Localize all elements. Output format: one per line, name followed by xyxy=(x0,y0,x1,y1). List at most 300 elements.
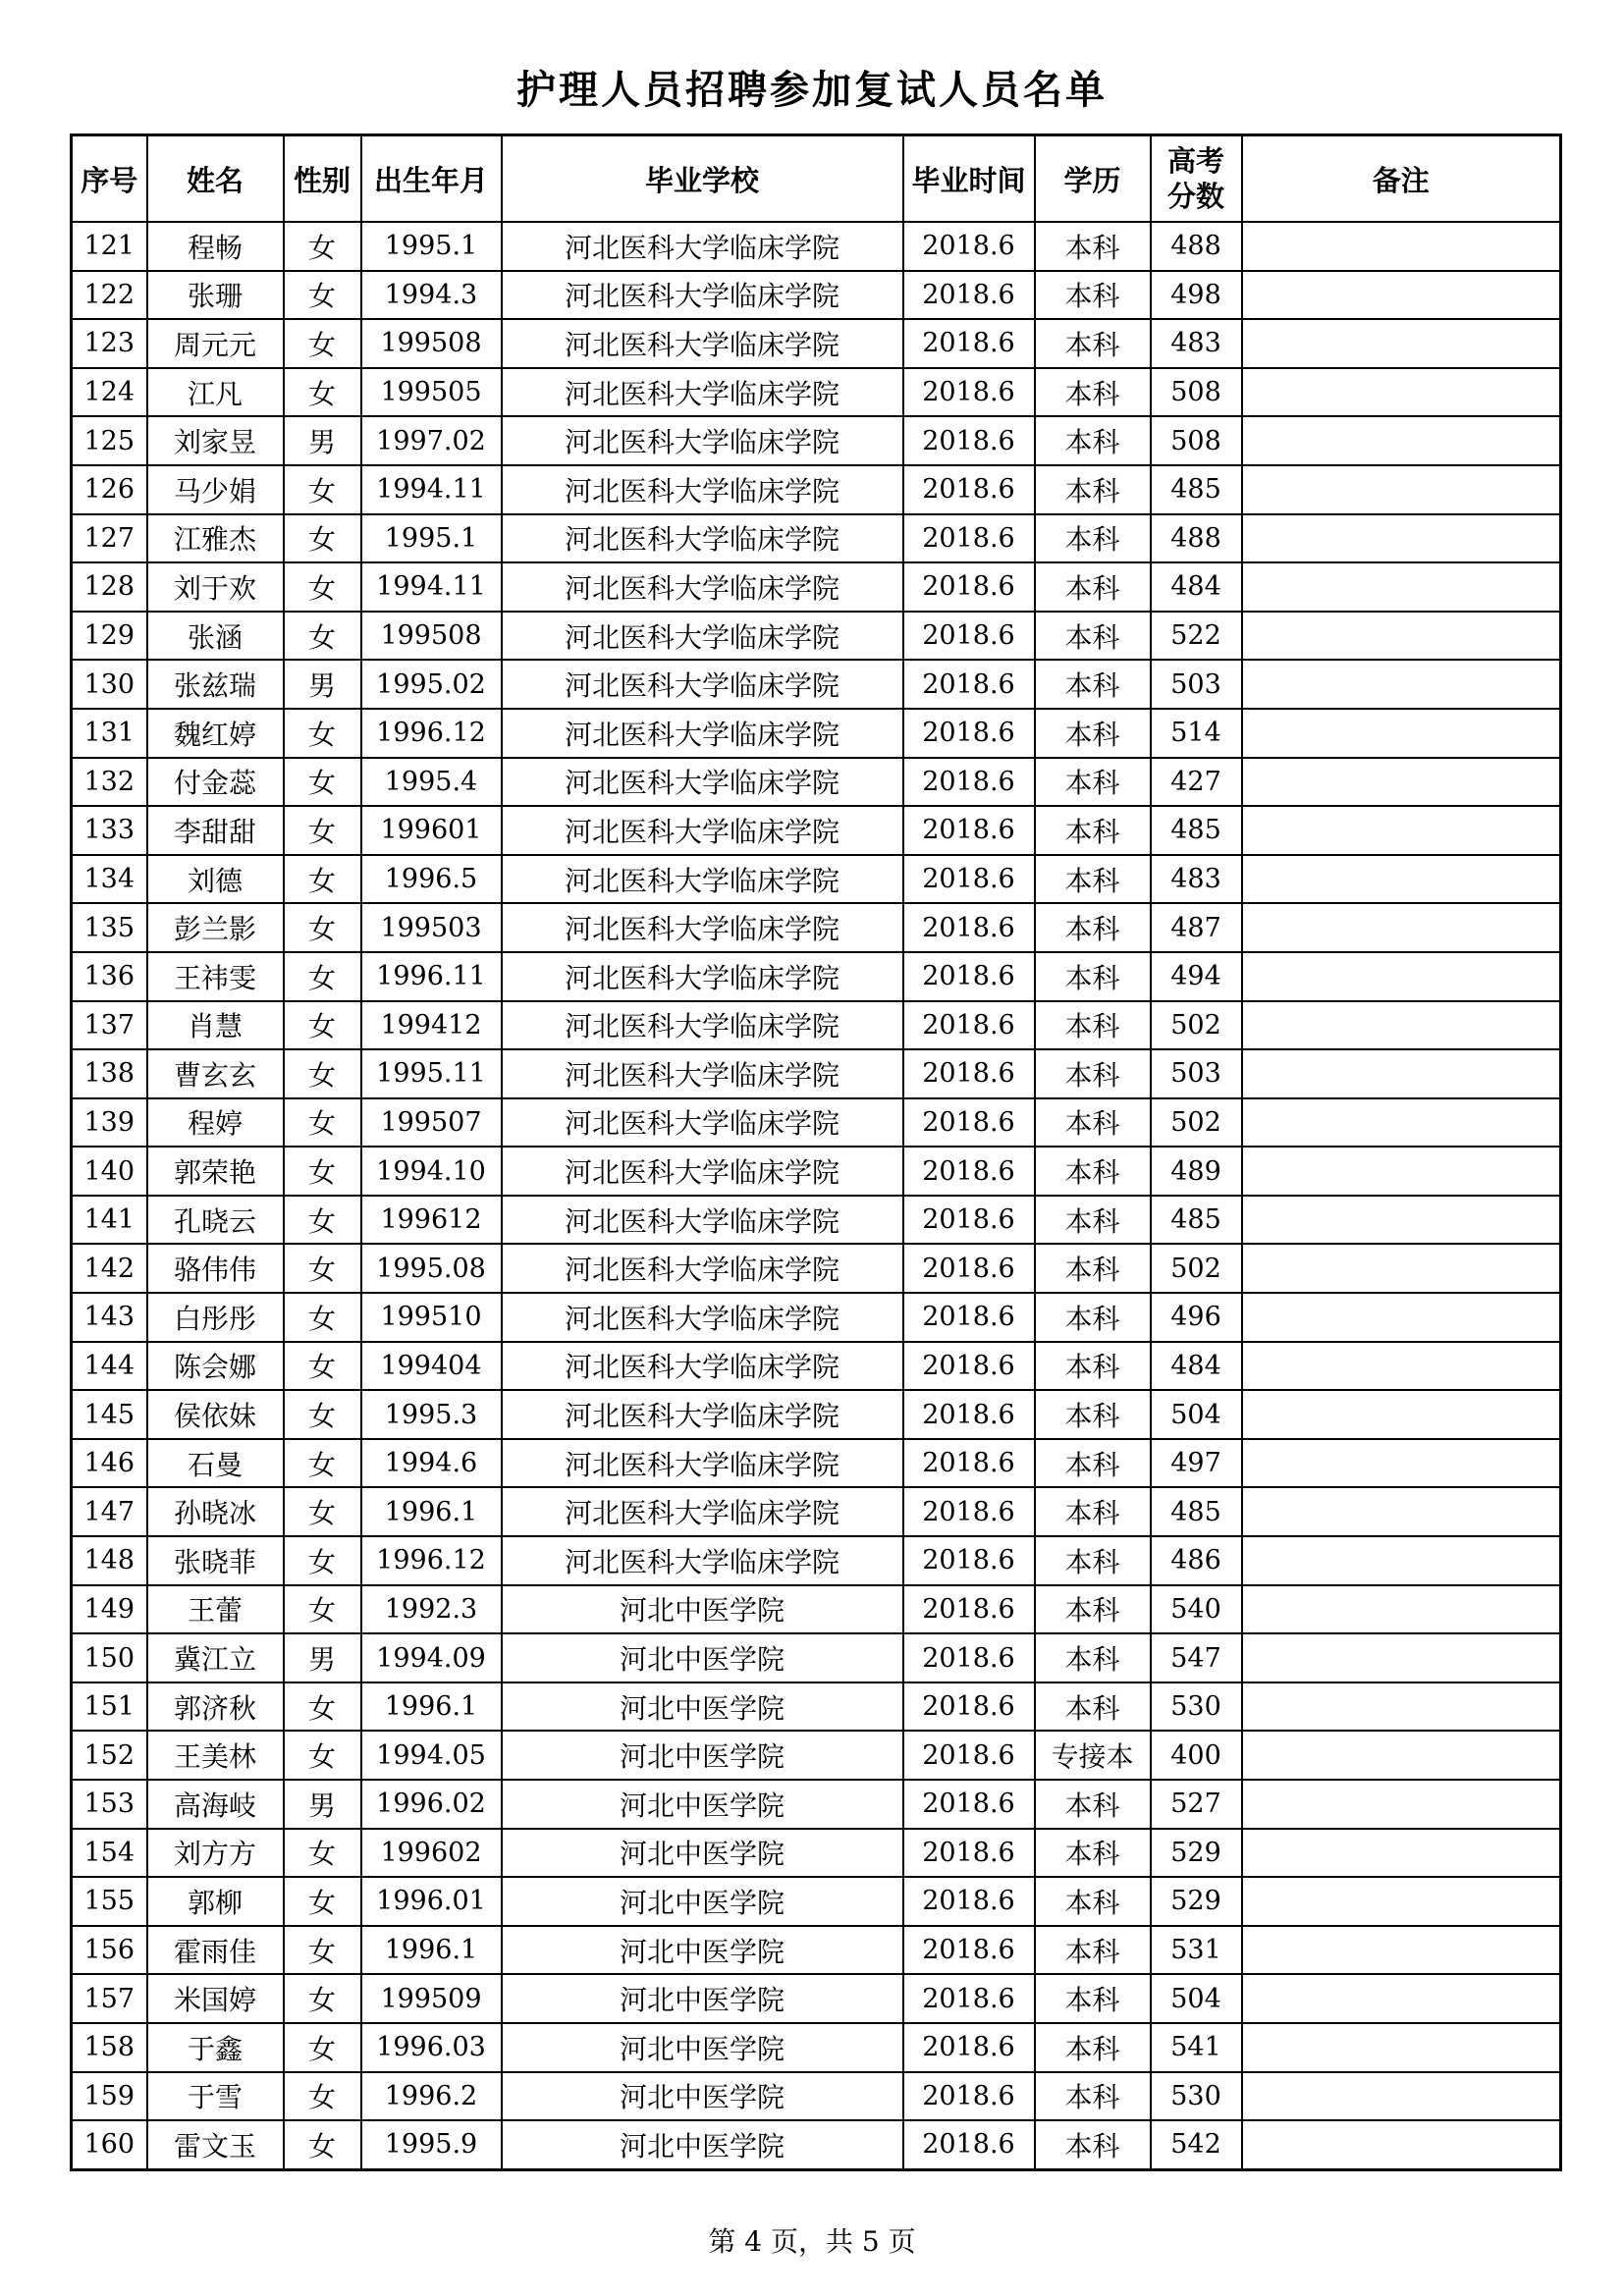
cell-score: 484 xyxy=(1151,1342,1242,1391)
cell-score: 496 xyxy=(1151,1293,1242,1342)
cell-grad-time: 2018.6 xyxy=(903,1877,1035,1926)
cell-degree: 本科 xyxy=(1035,1001,1151,1050)
cell-seq: 153 xyxy=(72,1780,147,1829)
cell-school: 河北中医学院 xyxy=(502,2072,903,2121)
cell-birth: 1996.2 xyxy=(361,2072,502,2121)
cell-name: 张兹瑞 xyxy=(147,660,284,709)
cell-degree: 本科 xyxy=(1035,709,1151,758)
cell-grad-time: 2018.6 xyxy=(903,1049,1035,1098)
cell-birth: 1996.5 xyxy=(361,855,502,904)
cell-remarks xyxy=(1242,1926,1561,1975)
cell-grad-time: 2018.6 xyxy=(903,1585,1035,1634)
cell-school: 河北医科大学临床学院 xyxy=(502,660,903,709)
cell-gender: 女 xyxy=(284,1536,361,1585)
cell-seq: 121 xyxy=(72,222,147,271)
cell-school: 河北医科大学临床学院 xyxy=(502,1098,903,1148)
cell-degree: 本科 xyxy=(1035,368,1151,417)
cell-name: 王蕾 xyxy=(147,1585,284,1634)
cell-score: 498 xyxy=(1151,271,1242,320)
header-remarks: 备注 xyxy=(1242,135,1561,223)
cell-remarks xyxy=(1242,709,1561,758)
cell-grad-time: 2018.6 xyxy=(903,660,1035,709)
cell-seq: 128 xyxy=(72,562,147,612)
cell-score: 486 xyxy=(1151,1536,1242,1585)
cell-grad-time: 2018.6 xyxy=(903,514,1035,563)
cell-name: 骆伟伟 xyxy=(147,1244,284,1293)
cell-birth: 1995.1 xyxy=(361,222,502,271)
cell-birth: 1996.11 xyxy=(361,952,502,1001)
cell-school: 河北医科大学临床学院 xyxy=(502,1244,903,1293)
cell-birth: 1994.3 xyxy=(361,271,502,320)
cell-birth: 1996.02 xyxy=(361,1780,502,1829)
cell-grad-time: 2018.6 xyxy=(903,709,1035,758)
cell-remarks xyxy=(1242,1001,1561,1050)
table-row xyxy=(72,952,1561,1001)
cell-grad-time: 2018.6 xyxy=(903,319,1035,368)
cell-birth: 199601 xyxy=(361,806,502,855)
cell-gender: 女 xyxy=(284,855,361,904)
cell-degree: 本科 xyxy=(1035,1487,1151,1536)
cell-name: 张晓菲 xyxy=(147,1536,284,1585)
table-row xyxy=(72,2072,1561,2121)
cell-grad-time: 2018.6 xyxy=(903,1536,1035,1585)
cell-score: 540 xyxy=(1151,1585,1242,1634)
cell-school: 河北医科大学临床学院 xyxy=(502,319,903,368)
table-row xyxy=(72,1926,1561,1975)
cell-gender: 女 xyxy=(284,1293,361,1342)
cell-grad-time: 2018.6 xyxy=(903,1682,1035,1732)
cell-grad-time: 2018.6 xyxy=(903,612,1035,661)
cell-school: 河北医科大学临床学院 xyxy=(502,855,903,904)
cell-name: 张涵 xyxy=(147,612,284,661)
cell-grad-time: 2018.6 xyxy=(903,562,1035,612)
cell-seq: 137 xyxy=(72,1001,147,1050)
table-row xyxy=(72,1001,1561,1050)
cell-degree: 本科 xyxy=(1035,416,1151,465)
cell-score: 504 xyxy=(1151,1974,1242,2023)
cell-score: 483 xyxy=(1151,319,1242,368)
cell-grad-time: 2018.6 xyxy=(903,1731,1035,1780)
cell-name: 孙晓冰 xyxy=(147,1487,284,1536)
cell-score: 503 xyxy=(1151,660,1242,709)
cell-school: 河北医科大学临床学院 xyxy=(502,514,903,563)
page-footer: 第 4 页，共 5 页 xyxy=(708,2225,916,2258)
cell-name: 米国婷 xyxy=(147,1974,284,2023)
cell-name: 侯依妹 xyxy=(147,1390,284,1439)
cell-remarks xyxy=(1242,1342,1561,1391)
cell-birth: 199508 xyxy=(361,319,502,368)
cell-name: 霍雨佳 xyxy=(147,1926,284,1975)
cell-gender: 女 xyxy=(284,1147,361,1196)
cell-school: 河北医科大学临床学院 xyxy=(502,222,903,271)
cell-degree: 本科 xyxy=(1035,855,1151,904)
cell-gender: 女 xyxy=(284,1585,361,1634)
table-row xyxy=(72,1829,1561,1878)
cell-degree: 本科 xyxy=(1035,2120,1151,2169)
cell-grad-time: 2018.6 xyxy=(903,2072,1035,2121)
cell-school: 河北中医学院 xyxy=(502,1633,903,1682)
cell-name: 江凡 xyxy=(147,368,284,417)
table-row xyxy=(72,1293,1561,1342)
cell-birth: 1994.11 xyxy=(361,465,502,514)
cell-remarks xyxy=(1242,1829,1561,1878)
cell-remarks xyxy=(1242,1293,1561,1342)
cell-name: 刘方方 xyxy=(147,1829,284,1878)
cell-gender: 女 xyxy=(284,806,361,855)
table-row xyxy=(72,1487,1561,1536)
cell-seq: 155 xyxy=(72,1877,147,1926)
cell-name: 郭柳 xyxy=(147,1877,284,1926)
table-row xyxy=(72,758,1561,807)
cell-gender: 女 xyxy=(284,2023,361,2072)
cell-gender: 男 xyxy=(284,660,361,709)
cell-name: 曹玄玄 xyxy=(147,1049,284,1098)
table-row xyxy=(72,1536,1561,1585)
cell-school: 河北医科大学临床学院 xyxy=(502,612,903,661)
cell-remarks xyxy=(1242,416,1561,465)
table-row xyxy=(72,660,1561,709)
cell-name: 彭兰影 xyxy=(147,903,284,952)
cell-grad-time: 2018.6 xyxy=(903,1001,1035,1050)
cell-grad-time: 2018.6 xyxy=(903,465,1035,514)
table-row xyxy=(72,855,1561,904)
table-row xyxy=(72,1196,1561,1245)
cell-grad-time: 2018.6 xyxy=(903,271,1035,320)
cell-name: 郭济秋 xyxy=(147,1682,284,1732)
header-score xyxy=(1151,135,1242,223)
cell-gender: 女 xyxy=(284,1196,361,1245)
cell-school: 河北医科大学临床学院 xyxy=(502,1487,903,1536)
cell-birth: 1997.02 xyxy=(361,416,502,465)
cell-seq: 141 xyxy=(72,1196,147,1245)
cell-seq: 126 xyxy=(72,465,147,514)
table-row xyxy=(72,1244,1561,1293)
cell-name: 付金蕊 xyxy=(147,758,284,807)
cell-birth: 199508 xyxy=(361,612,502,661)
cell-seq: 147 xyxy=(72,1487,147,1536)
cell-score: 508 xyxy=(1151,368,1242,417)
cell-seq: 122 xyxy=(72,271,147,320)
cell-remarks xyxy=(1242,465,1561,514)
cell-school: 河北医科大学临床学院 xyxy=(502,1049,903,1098)
cell-school: 河北中医学院 xyxy=(502,1877,903,1926)
cell-score: 502 xyxy=(1151,1001,1242,1050)
cell-degree: 本科 xyxy=(1035,1633,1151,1682)
cell-birth: 1996.1 xyxy=(361,1682,502,1732)
cell-school: 河北医科大学临床学院 xyxy=(502,368,903,417)
cell-school: 河北医科大学临床学院 xyxy=(502,952,903,1001)
cell-birth: 1995.08 xyxy=(361,1244,502,1293)
cell-name: 刘德 xyxy=(147,855,284,904)
cell-gender: 男 xyxy=(284,1633,361,1682)
cell-remarks xyxy=(1242,1780,1561,1829)
cell-birth: 1996.12 xyxy=(361,709,502,758)
cell-birth: 199612 xyxy=(361,1196,502,1245)
cell-gender: 男 xyxy=(284,1780,361,1829)
cell-birth: 199412 xyxy=(361,1001,502,1050)
cell-name: 肖慧 xyxy=(147,1001,284,1050)
cell-remarks xyxy=(1242,1877,1561,1926)
cell-gender: 女 xyxy=(284,271,361,320)
cell-gender: 女 xyxy=(284,1244,361,1293)
cell-birth: 1995.1 xyxy=(361,514,502,563)
table-row xyxy=(72,1585,1561,1634)
cell-score: 485 xyxy=(1151,1487,1242,1536)
cell-remarks xyxy=(1242,1244,1561,1293)
cell-grad-time: 2018.6 xyxy=(903,903,1035,952)
cell-birth: 199503 xyxy=(361,903,502,952)
cell-grad-time: 2018.6 xyxy=(903,1829,1035,1878)
cell-name: 于雪 xyxy=(147,2072,284,2121)
cell-school: 河北中医学院 xyxy=(502,1682,903,1732)
cell-name: 刘于欢 xyxy=(147,562,284,612)
cell-score: 484 xyxy=(1151,562,1242,612)
table-row xyxy=(72,1877,1561,1926)
cell-degree: 本科 xyxy=(1035,1536,1151,1585)
cell-school: 河北中医学院 xyxy=(502,2120,903,2169)
header-gender: 性别 xyxy=(284,135,361,223)
cell-seq: 152 xyxy=(72,1731,147,1780)
cell-degree: 本科 xyxy=(1035,2023,1151,2072)
cell-grad-time: 2018.6 xyxy=(903,952,1035,1001)
header-grad-time: 毕业时间 xyxy=(903,135,1035,223)
cell-grad-time: 2018.6 xyxy=(903,1342,1035,1391)
cell-seq: 133 xyxy=(72,806,147,855)
cell-school: 河北中医学院 xyxy=(502,1585,903,1634)
cell-gender: 女 xyxy=(284,2120,361,2169)
cell-score: 489 xyxy=(1151,1147,1242,1196)
cell-gender: 女 xyxy=(284,1390,361,1439)
table-row xyxy=(72,368,1561,417)
cell-school: 河北医科大学临床学院 xyxy=(502,1390,903,1439)
cell-gender: 女 xyxy=(284,1098,361,1148)
cell-score: 494 xyxy=(1151,952,1242,1001)
cell-seq: 125 xyxy=(72,416,147,465)
cell-seq: 142 xyxy=(72,1244,147,1293)
cell-gender: 女 xyxy=(284,562,361,612)
page-title: 护理人员招聘参加复试人员名单 xyxy=(516,68,1108,113)
cell-birth: 199510 xyxy=(361,1293,502,1342)
cell-gender: 女 xyxy=(284,1926,361,1975)
cell-score: 514 xyxy=(1151,709,1242,758)
cell-school: 河北中医学院 xyxy=(502,1829,903,1878)
cell-score: 483 xyxy=(1151,855,1242,904)
cell-degree: 本科 xyxy=(1035,1293,1151,1342)
table-row xyxy=(72,416,1561,465)
cell-degree: 本科 xyxy=(1035,1682,1151,1732)
cell-remarks xyxy=(1242,660,1561,709)
cell-gender: 女 xyxy=(284,465,361,514)
table-row xyxy=(72,1342,1561,1391)
cell-degree: 本科 xyxy=(1035,222,1151,271)
cell-seq: 156 xyxy=(72,1926,147,1975)
cell-seq: 159 xyxy=(72,2072,147,2121)
cell-grad-time: 2018.6 xyxy=(903,2023,1035,2072)
cell-name: 李甜甜 xyxy=(147,806,284,855)
cell-grad-time: 2018.6 xyxy=(903,1633,1035,1682)
cell-grad-time: 2018.6 xyxy=(903,855,1035,904)
cell-degree: 本科 xyxy=(1035,271,1151,320)
cell-name: 孔晓云 xyxy=(147,1196,284,1245)
cell-degree: 本科 xyxy=(1035,1342,1151,1391)
cell-remarks xyxy=(1242,319,1561,368)
cell-school: 河北医科大学临床学院 xyxy=(502,1439,903,1488)
cell-name: 陈会娜 xyxy=(147,1342,284,1391)
table-row xyxy=(72,1147,1561,1196)
table-row xyxy=(72,271,1561,320)
cell-gender: 女 xyxy=(284,1829,361,1878)
cell-name: 程畅 xyxy=(147,222,284,271)
cell-remarks xyxy=(1242,1633,1561,1682)
cell-degree: 本科 xyxy=(1035,660,1151,709)
cell-remarks xyxy=(1242,1731,1561,1780)
cell-degree: 本科 xyxy=(1035,1049,1151,1098)
cell-degree: 本科 xyxy=(1035,1244,1151,1293)
cell-birth: 1995.9 xyxy=(361,2120,502,2169)
cell-grad-time: 2018.6 xyxy=(903,1974,1035,2023)
cell-school: 河北医科大学临床学院 xyxy=(502,806,903,855)
cell-seq: 143 xyxy=(72,1293,147,1342)
cell-gender: 女 xyxy=(284,1877,361,1926)
table-row xyxy=(72,612,1561,661)
header-degree: 学历 xyxy=(1035,135,1151,223)
cell-seq: 135 xyxy=(72,903,147,952)
cell-name: 冀江立 xyxy=(147,1633,284,1682)
cell-remarks xyxy=(1242,1536,1561,1585)
cell-seq: 149 xyxy=(72,1585,147,1634)
cell-birth: 199509 xyxy=(361,1974,502,2023)
cell-score: 541 xyxy=(1151,2023,1242,2072)
cell-seq: 146 xyxy=(72,1439,147,1488)
cell-birth: 1994.10 xyxy=(361,1147,502,1196)
cell-seq: 144 xyxy=(72,1342,147,1391)
cell-seq: 127 xyxy=(72,514,147,563)
cell-birth: 199602 xyxy=(361,1829,502,1878)
table-row xyxy=(72,319,1561,368)
cell-school: 河北医科大学临床学院 xyxy=(502,416,903,465)
cell-degree: 本科 xyxy=(1035,758,1151,807)
header-score-line2: 分数 xyxy=(1166,180,1224,213)
cell-name: 王祎雯 xyxy=(147,952,284,1001)
cell-school: 河北医科大学临床学院 xyxy=(502,1001,903,1050)
cell-gender: 女 xyxy=(284,903,361,952)
cell-seq: 130 xyxy=(72,660,147,709)
cell-name: 郭荣艳 xyxy=(147,1147,284,1196)
table-row xyxy=(72,806,1561,855)
cell-birth: 199505 xyxy=(361,368,502,417)
cell-school: 河北医科大学临床学院 xyxy=(502,1196,903,1245)
cell-score: 529 xyxy=(1151,1829,1242,1878)
cell-remarks xyxy=(1242,612,1561,661)
cell-seq: 124 xyxy=(72,368,147,417)
cell-degree: 本科 xyxy=(1035,1390,1151,1439)
cell-name: 马少娟 xyxy=(147,465,284,514)
cell-score: 427 xyxy=(1151,758,1242,807)
cell-name: 江雅杰 xyxy=(147,514,284,563)
cell-degree: 本科 xyxy=(1035,903,1151,952)
cell-name: 刘家昱 xyxy=(147,416,284,465)
cell-seq: 154 xyxy=(72,1829,147,1878)
table-header xyxy=(72,135,1561,223)
cell-degree: 本科 xyxy=(1035,1585,1151,1634)
cell-birth: 1995.11 xyxy=(361,1049,502,1098)
cell-seq: 123 xyxy=(72,319,147,368)
cell-grad-time: 2018.6 xyxy=(903,368,1035,417)
table-row xyxy=(72,222,1561,271)
cell-remarks xyxy=(1242,1974,1561,2023)
cell-name: 魏红婷 xyxy=(147,709,284,758)
cell-name: 雷文玉 xyxy=(147,2120,284,2169)
cell-seq: 129 xyxy=(72,612,147,661)
cell-gender: 男 xyxy=(284,416,361,465)
cell-degree: 本科 xyxy=(1035,1780,1151,1829)
cell-gender: 女 xyxy=(284,1049,361,1098)
cell-remarks xyxy=(1242,222,1561,271)
cell-school: 河北医科大学临床学院 xyxy=(502,465,903,514)
cell-seq: 160 xyxy=(72,2120,147,2169)
cell-seq: 151 xyxy=(72,1682,147,1732)
cell-grad-time: 2018.6 xyxy=(903,806,1035,855)
cell-degree: 本科 xyxy=(1035,1196,1151,1245)
cell-school: 河北医科大学临床学院 xyxy=(502,1293,903,1342)
cell-grad-time: 2018.6 xyxy=(903,1244,1035,1293)
cell-seq: 132 xyxy=(72,758,147,807)
cell-score: 522 xyxy=(1151,612,1242,661)
cell-gender: 女 xyxy=(284,1487,361,1536)
cell-score: 547 xyxy=(1151,1633,1242,1682)
cell-seq: 138 xyxy=(72,1049,147,1098)
cell-score: 488 xyxy=(1151,514,1242,563)
header-row xyxy=(72,135,1561,223)
cell-score: 488 xyxy=(1151,222,1242,271)
cell-birth: 1996.1 xyxy=(361,1926,502,1975)
table-row xyxy=(72,709,1561,758)
header-birth: 出生年月 xyxy=(361,135,502,223)
cell-remarks xyxy=(1242,271,1561,320)
cell-school: 河北医科大学临床学院 xyxy=(502,709,903,758)
cell-name: 石曼 xyxy=(147,1439,284,1488)
cell-seq: 131 xyxy=(72,709,147,758)
cell-remarks xyxy=(1242,368,1561,417)
cell-score: 531 xyxy=(1151,1926,1242,1975)
cell-score: 508 xyxy=(1151,416,1242,465)
cell-birth: 199404 xyxy=(361,1342,502,1391)
cell-school: 河北医科大学临床学院 xyxy=(502,1342,903,1391)
table-row xyxy=(72,1098,1561,1148)
cell-school: 河北中医学院 xyxy=(502,1926,903,1975)
cell-gender: 女 xyxy=(284,758,361,807)
cell-remarks xyxy=(1242,806,1561,855)
cell-grad-time: 2018.6 xyxy=(903,1780,1035,1829)
cell-score: 530 xyxy=(1151,2072,1242,2121)
cell-birth: 1994.05 xyxy=(361,1731,502,1780)
cell-score: 485 xyxy=(1151,465,1242,514)
cell-remarks xyxy=(1242,1487,1561,1536)
cell-school: 河北医科大学临床学院 xyxy=(502,903,903,952)
cell-score: 527 xyxy=(1151,1780,1242,1829)
table-row xyxy=(72,1974,1561,2023)
cell-school: 河北医科大学临床学院 xyxy=(502,562,903,612)
cell-score: 502 xyxy=(1151,1098,1242,1148)
cell-name: 王美林 xyxy=(147,1731,284,1780)
header-seq: 序号 xyxy=(72,135,147,223)
cell-score: 502 xyxy=(1151,1244,1242,1293)
cell-grad-time: 2018.6 xyxy=(903,1926,1035,1975)
cell-gender: 女 xyxy=(284,1342,361,1391)
cell-gender: 女 xyxy=(284,952,361,1001)
cell-remarks xyxy=(1242,1098,1561,1148)
cell-score: 400 xyxy=(1151,1731,1242,1780)
